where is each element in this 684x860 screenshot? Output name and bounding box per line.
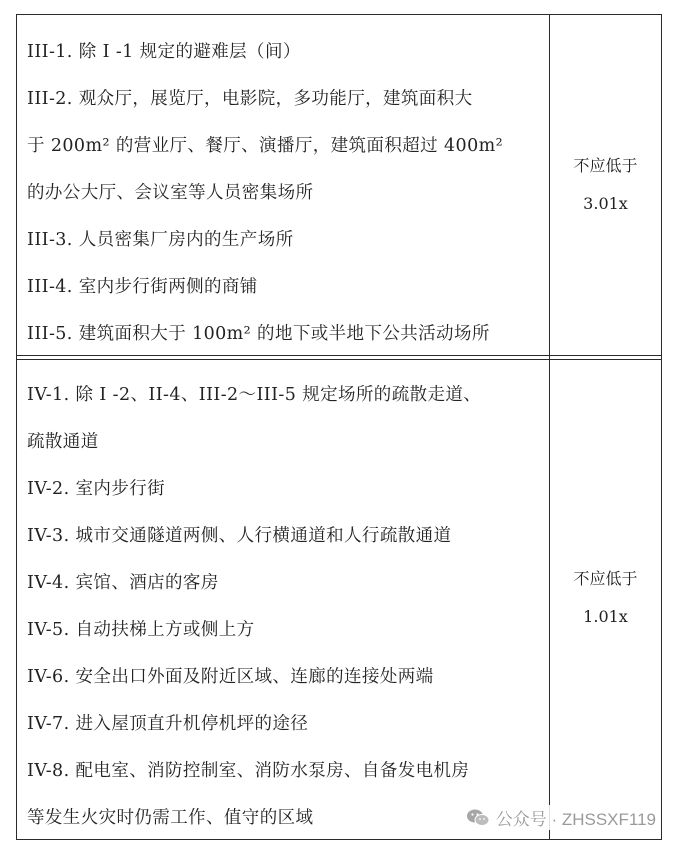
location-line: IV-4. 宾馆、酒店的客房 bbox=[27, 573, 219, 593]
location-line: IV-5. 自动扶梯上方或侧上方 bbox=[27, 620, 255, 640]
watermark bbox=[464, 805, 658, 830]
location-line: 等发生火灾时仍需工作、值守的区域 bbox=[27, 808, 314, 828]
location-line: III-5. 建筑面积大于 100m² 的地下或半地下公共活动场所 bbox=[27, 324, 490, 344]
location-line: 于 200m² 的营业厅、餐厅、演播厅，建筑面积超过 400m² bbox=[27, 136, 504, 156]
illuminance-cell bbox=[550, 15, 661, 355]
watermark-text: 公众号 · ZHSSXF119 bbox=[495, 810, 656, 829]
location-line: III-1. 除 I -1 规定的避难层（间） bbox=[27, 42, 301, 62]
wechat-icon bbox=[466, 808, 490, 828]
table-row bbox=[17, 355, 661, 839]
illuminance-value: 1.01x bbox=[583, 606, 628, 626]
location-line: IV-8. 配电室、消防控制室、消防水泵房、自备发电机房 bbox=[27, 761, 470, 781]
location-line: IV-3. 城市交通隧道两侧、人行横通道和人行疏散通道 bbox=[27, 526, 452, 546]
location-cell bbox=[17, 15, 550, 355]
location-line: IV-7. 进入屋顶直升机停机坪的途径 bbox=[27, 714, 309, 734]
table-row bbox=[17, 15, 661, 355]
location-cell bbox=[17, 356, 550, 839]
requirement-text: 不应低于 bbox=[573, 568, 638, 588]
location-line: III-3. 人员密集厂房内的生产场所 bbox=[27, 230, 294, 250]
illumination-table bbox=[16, 14, 662, 840]
illuminance-value: 3.01x bbox=[583, 194, 628, 213]
illuminance-cell bbox=[550, 356, 661, 839]
location-line: 疏散通道 bbox=[27, 432, 99, 452]
location-line: III-4. 室内步行街两侧的商铺 bbox=[27, 277, 258, 297]
requirement-text: 不应低于 bbox=[573, 156, 638, 175]
location-line: IV-1. 除 I -2、II-4、III-2～III-5 规定场所的疏散走道、 bbox=[27, 385, 482, 405]
location-line: IV-6. 安全出口外面及附近区域、连廊的连接处两端 bbox=[27, 667, 434, 687]
location-line: III-2. 观众厅，展览厅，电影院，多功能厅，建筑面积大 bbox=[27, 89, 473, 109]
location-line: 的办公大厅、会议室等人员密集场所 bbox=[27, 183, 314, 203]
location-line: IV-2. 室内步行街 bbox=[27, 479, 166, 499]
